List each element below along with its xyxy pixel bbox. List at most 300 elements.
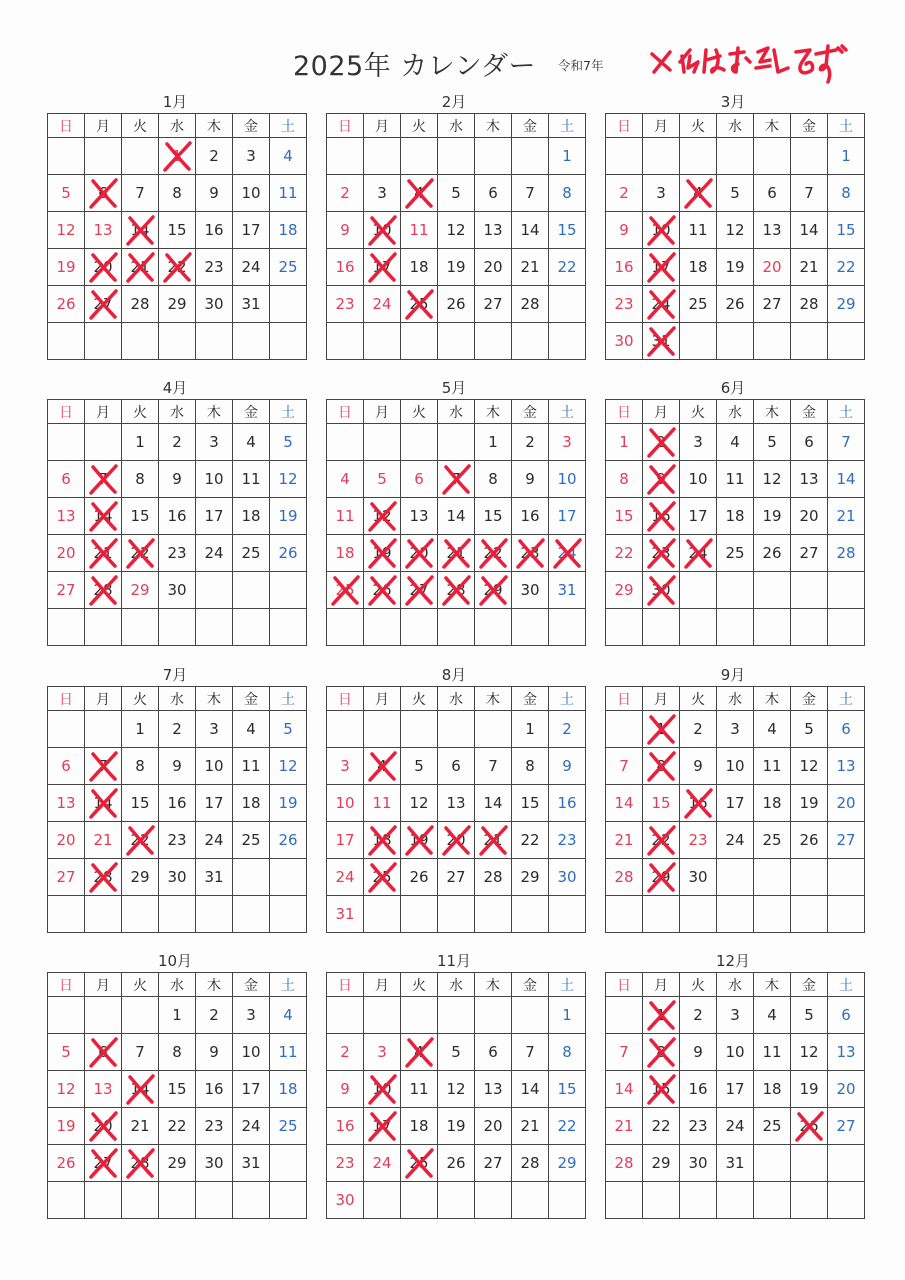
day-cell bbox=[48, 997, 85, 1034]
day-cell bbox=[512, 572, 549, 609]
day-cell bbox=[475, 896, 512, 933]
day-number: 9 bbox=[693, 757, 703, 775]
day-cell bbox=[233, 1034, 270, 1071]
weekday-header: 水 bbox=[159, 973, 196, 997]
day-cell bbox=[85, 997, 122, 1034]
week-row bbox=[327, 1182, 586, 1219]
day-cell bbox=[791, 748, 828, 785]
day-number: 18 bbox=[335, 544, 355, 562]
day-cell bbox=[327, 498, 364, 535]
day-number: 7 bbox=[451, 470, 461, 488]
day-cell bbox=[364, 896, 401, 933]
week-row bbox=[48, 572, 307, 609]
day-cell bbox=[48, 859, 85, 896]
day-cell bbox=[438, 212, 475, 249]
week-row bbox=[327, 1071, 586, 1108]
day-number: 1 bbox=[619, 433, 629, 451]
day-cell bbox=[233, 535, 270, 572]
day-cell bbox=[364, 424, 401, 461]
day-cell bbox=[122, 249, 159, 286]
day-cell bbox=[717, 748, 754, 785]
day-cell bbox=[475, 1182, 512, 1219]
day-cell bbox=[48, 249, 85, 286]
day-number: 22 bbox=[520, 831, 540, 849]
day-cell bbox=[606, 896, 643, 933]
day-cell bbox=[438, 572, 475, 609]
day-number: 6 bbox=[488, 184, 498, 202]
day-number: 14 bbox=[520, 1080, 540, 1098]
day-cell bbox=[364, 535, 401, 572]
weekday-header: 日 bbox=[606, 114, 643, 138]
month-title: 12月 bbox=[715, 952, 751, 970]
day-number: 17 bbox=[204, 794, 224, 812]
weekday-header: 木 bbox=[754, 400, 791, 424]
day-cell bbox=[327, 424, 364, 461]
day-number: 9 bbox=[656, 470, 666, 488]
day-cell bbox=[327, 1108, 364, 1145]
day-cell bbox=[159, 572, 196, 609]
day-cell bbox=[438, 1108, 475, 1145]
day-cell bbox=[48, 1108, 85, 1145]
day-number: 24 bbox=[204, 831, 224, 849]
day-cell bbox=[401, 1071, 438, 1108]
day-cell bbox=[122, 859, 159, 896]
weekday-header: 月 bbox=[85, 114, 122, 138]
day-number: 6 bbox=[98, 1043, 108, 1061]
day-cell bbox=[606, 822, 643, 859]
day-cell bbox=[549, 785, 586, 822]
day-cell bbox=[512, 748, 549, 785]
handwritten-note bbox=[646, 38, 851, 98]
day-cell bbox=[122, 997, 159, 1034]
day-cell bbox=[680, 498, 717, 535]
day-cell bbox=[233, 461, 270, 498]
day-cell bbox=[791, 535, 828, 572]
day-cell bbox=[196, 1034, 233, 1071]
day-cell bbox=[828, 1071, 865, 1108]
day-cell bbox=[196, 535, 233, 572]
day-cell bbox=[233, 175, 270, 212]
day-number: 6 bbox=[804, 433, 814, 451]
day-cell bbox=[717, 212, 754, 249]
day-number: 3 bbox=[246, 147, 256, 165]
day-number: 18 bbox=[241, 507, 261, 525]
day-number: 7 bbox=[525, 1043, 535, 1061]
day-cell bbox=[828, 997, 865, 1034]
day-cell bbox=[791, 286, 828, 323]
day-cell bbox=[327, 138, 364, 175]
day-cell bbox=[48, 1071, 85, 1108]
day-cell bbox=[680, 138, 717, 175]
day-cell bbox=[327, 1034, 364, 1071]
day-cell bbox=[549, 323, 586, 360]
day-number: 26 bbox=[278, 544, 298, 562]
day-number: 26 bbox=[56, 295, 76, 313]
day-cell bbox=[122, 1182, 159, 1219]
day-number: 2 bbox=[693, 1006, 703, 1024]
day-cell bbox=[401, 609, 438, 646]
day-cell bbox=[643, 461, 680, 498]
day-number: 7 bbox=[98, 757, 108, 775]
day-number: 4 bbox=[377, 757, 387, 775]
day-number: 20 bbox=[93, 1117, 113, 1135]
day-cell bbox=[791, 249, 828, 286]
day-number: 18 bbox=[278, 1080, 298, 1098]
day-number: 13 bbox=[56, 507, 76, 525]
day-number: 21 bbox=[130, 1117, 150, 1135]
day-number: 10 bbox=[204, 757, 224, 775]
day-number: 9 bbox=[209, 184, 219, 202]
day-number: 29 bbox=[557, 1154, 577, 1172]
day-cell bbox=[828, 535, 865, 572]
weekday-header: 土 bbox=[549, 687, 586, 711]
day-cell bbox=[643, 609, 680, 646]
day-number: 3 bbox=[340, 757, 350, 775]
day-number: 16 bbox=[614, 258, 634, 276]
day-number: 4 bbox=[414, 1043, 424, 1061]
day-number: 18 bbox=[372, 831, 392, 849]
week-row bbox=[327, 249, 586, 286]
day-cell bbox=[606, 498, 643, 535]
day-number: 5 bbox=[283, 433, 293, 451]
day-cell bbox=[85, 461, 122, 498]
weekday-header: 土 bbox=[828, 687, 865, 711]
day-cell bbox=[438, 859, 475, 896]
day-cell bbox=[717, 609, 754, 646]
day-number: 30 bbox=[557, 868, 577, 886]
month-title: 8月 bbox=[441, 666, 467, 684]
day-cell bbox=[475, 859, 512, 896]
day-number: 30 bbox=[688, 1154, 708, 1172]
week-row bbox=[606, 535, 865, 572]
day-number: 25 bbox=[335, 581, 355, 599]
day-cell bbox=[791, 572, 828, 609]
month-calendar bbox=[326, 93, 582, 360]
day-cell bbox=[549, 461, 586, 498]
day-cell bbox=[159, 822, 196, 859]
day-number: 3 bbox=[209, 433, 219, 451]
day-cell bbox=[48, 1145, 85, 1182]
day-cell bbox=[754, 748, 791, 785]
week-row bbox=[48, 1145, 307, 1182]
day-cell bbox=[196, 498, 233, 535]
day-cell bbox=[512, 1182, 549, 1219]
month-calendar bbox=[47, 93, 303, 360]
day-number: 23 bbox=[335, 1154, 355, 1172]
weekday-header: 日 bbox=[48, 114, 85, 138]
day-cell bbox=[122, 138, 159, 175]
day-cell bbox=[48, 572, 85, 609]
day-number: 5 bbox=[804, 720, 814, 738]
day-cell bbox=[512, 138, 549, 175]
day-number: 28 bbox=[446, 581, 466, 599]
day-cell bbox=[233, 748, 270, 785]
day-number: 29 bbox=[520, 868, 540, 886]
month-grid bbox=[326, 686, 586, 933]
day-cell bbox=[643, 424, 680, 461]
day-number: 11 bbox=[762, 757, 782, 775]
week-row bbox=[327, 785, 586, 822]
day-number: 14 bbox=[483, 794, 503, 812]
weekday-header: 火 bbox=[401, 114, 438, 138]
day-number: 2 bbox=[525, 433, 535, 451]
day-number: 13 bbox=[93, 221, 113, 239]
weekday-header: 木 bbox=[754, 973, 791, 997]
day-number: 30 bbox=[167, 581, 187, 599]
day-cell bbox=[606, 711, 643, 748]
day-number: 1 bbox=[488, 433, 498, 451]
day-cell bbox=[791, 1034, 828, 1071]
day-number: 13 bbox=[836, 1043, 856, 1061]
day-cell bbox=[606, 1071, 643, 1108]
day-cell bbox=[754, 138, 791, 175]
day-number: 9 bbox=[619, 221, 629, 239]
day-cell bbox=[475, 711, 512, 748]
weekday-header: 金 bbox=[512, 973, 549, 997]
week-row bbox=[48, 138, 307, 175]
weekday-header: 月 bbox=[85, 687, 122, 711]
month-title: 7月 bbox=[162, 666, 188, 684]
day-cell bbox=[512, 1034, 549, 1071]
day-cell bbox=[754, 175, 791, 212]
day-cell bbox=[270, 785, 307, 822]
day-cell bbox=[438, 748, 475, 785]
day-number: 14 bbox=[614, 1080, 634, 1098]
month-calendar bbox=[326, 379, 582, 646]
day-number: 8 bbox=[525, 757, 535, 775]
day-number: 24 bbox=[335, 868, 355, 886]
weekday-header: 月 bbox=[364, 114, 401, 138]
day-cell bbox=[401, 711, 438, 748]
month-calendar bbox=[326, 666, 582, 933]
day-cell bbox=[512, 498, 549, 535]
day-cell bbox=[438, 711, 475, 748]
weekday-header: 火 bbox=[401, 687, 438, 711]
month-calendar bbox=[47, 666, 303, 933]
day-cell bbox=[828, 711, 865, 748]
day-cell bbox=[327, 175, 364, 212]
week-row bbox=[606, 1034, 865, 1071]
day-cell bbox=[122, 1071, 159, 1108]
day-cell bbox=[680, 859, 717, 896]
weekday-header-row bbox=[606, 973, 865, 997]
day-number: 28 bbox=[93, 868, 113, 886]
day-number: 9 bbox=[172, 470, 182, 488]
weekday-header: 水 bbox=[438, 687, 475, 711]
day-cell bbox=[754, 711, 791, 748]
day-cell bbox=[48, 896, 85, 933]
day-cell bbox=[791, 424, 828, 461]
day-number: 16 bbox=[335, 258, 355, 276]
day-cell bbox=[364, 997, 401, 1034]
weekday-header: 土 bbox=[549, 400, 586, 424]
day-number: 19 bbox=[409, 831, 429, 849]
weekday-header: 木 bbox=[196, 114, 233, 138]
day-cell bbox=[401, 323, 438, 360]
day-cell bbox=[549, 1108, 586, 1145]
day-cell bbox=[85, 424, 122, 461]
weekday-header: 木 bbox=[196, 687, 233, 711]
day-cell bbox=[364, 175, 401, 212]
day-cell bbox=[196, 286, 233, 323]
day-cell bbox=[680, 286, 717, 323]
day-number: 17 bbox=[725, 1080, 745, 1098]
day-cell bbox=[512, 212, 549, 249]
day-cell bbox=[717, 461, 754, 498]
day-cell bbox=[643, 711, 680, 748]
day-cell bbox=[717, 896, 754, 933]
week-row bbox=[48, 249, 307, 286]
day-cell bbox=[680, 1034, 717, 1071]
day-number: 27 bbox=[446, 868, 466, 886]
day-cell bbox=[233, 323, 270, 360]
day-number: 1 bbox=[135, 433, 145, 451]
day-number: 8 bbox=[562, 184, 572, 202]
day-number: 19 bbox=[56, 1117, 76, 1135]
day-number: 6 bbox=[841, 1006, 851, 1024]
weekday-header-row bbox=[327, 114, 586, 138]
day-cell bbox=[606, 997, 643, 1034]
day-cell bbox=[327, 286, 364, 323]
day-number: 24 bbox=[651, 295, 671, 313]
day-number: 5 bbox=[767, 433, 777, 451]
day-number: 15 bbox=[557, 221, 577, 239]
day-number: 11 bbox=[278, 1043, 298, 1061]
day-number: 7 bbox=[488, 757, 498, 775]
day-number: 10 bbox=[204, 470, 224, 488]
day-cell bbox=[364, 138, 401, 175]
day-cell bbox=[549, 822, 586, 859]
calendar-title: 2025年 カレンダー bbox=[293, 51, 537, 82]
day-number: 15 bbox=[167, 221, 187, 239]
weekday-header: 水 bbox=[717, 114, 754, 138]
day-cell bbox=[606, 461, 643, 498]
day-number: 2 bbox=[209, 1006, 219, 1024]
day-number: 31 bbox=[335, 905, 355, 923]
day-cell bbox=[327, 997, 364, 1034]
day-cell bbox=[122, 711, 159, 748]
day-number: 20 bbox=[446, 831, 466, 849]
day-number: 7 bbox=[619, 1043, 629, 1061]
weekday-header: 金 bbox=[233, 114, 270, 138]
day-number: 26 bbox=[56, 1154, 76, 1172]
day-number: 17 bbox=[372, 1117, 392, 1135]
day-cell bbox=[122, 175, 159, 212]
day-cell bbox=[327, 535, 364, 572]
day-cell bbox=[512, 461, 549, 498]
day-number: 2 bbox=[619, 184, 629, 202]
day-cell bbox=[85, 785, 122, 822]
day-cell bbox=[122, 424, 159, 461]
day-cell bbox=[270, 461, 307, 498]
month-grid bbox=[605, 972, 865, 1219]
day-cell bbox=[85, 1145, 122, 1182]
day-cell bbox=[717, 1034, 754, 1071]
day-cell bbox=[401, 175, 438, 212]
day-number: 12 bbox=[762, 470, 782, 488]
day-number: 4 bbox=[340, 470, 350, 488]
day-number: 8 bbox=[135, 470, 145, 488]
day-cell bbox=[643, 1145, 680, 1182]
day-cell bbox=[754, 822, 791, 859]
day-cell bbox=[791, 323, 828, 360]
day-number: 26 bbox=[725, 295, 745, 313]
day-cell bbox=[549, 1034, 586, 1071]
day-cell bbox=[401, 822, 438, 859]
week-row bbox=[48, 896, 307, 933]
day-cell bbox=[327, 249, 364, 286]
day-cell bbox=[196, 1071, 233, 1108]
day-cell bbox=[364, 1034, 401, 1071]
day-cell bbox=[680, 175, 717, 212]
day-number: 6 bbox=[98, 184, 108, 202]
weekday-header: 日 bbox=[48, 687, 85, 711]
day-number: 11 bbox=[688, 221, 708, 239]
day-number: 23 bbox=[167, 544, 187, 562]
day-cell bbox=[754, 535, 791, 572]
weekday-header: 日 bbox=[606, 400, 643, 424]
day-number: 12 bbox=[446, 221, 466, 239]
day-cell bbox=[680, 323, 717, 360]
day-cell bbox=[754, 1071, 791, 1108]
weekday-header: 水 bbox=[438, 114, 475, 138]
day-cell bbox=[643, 498, 680, 535]
day-cell bbox=[233, 859, 270, 896]
month-title: 3月 bbox=[720, 93, 746, 111]
day-cell bbox=[512, 896, 549, 933]
day-number: 28 bbox=[799, 295, 819, 313]
day-number: 26 bbox=[446, 1154, 466, 1172]
day-cell bbox=[717, 498, 754, 535]
day-cell bbox=[717, 323, 754, 360]
day-number: 22 bbox=[557, 1117, 577, 1135]
day-cell bbox=[85, 249, 122, 286]
day-cell bbox=[680, 424, 717, 461]
day-number: 9 bbox=[562, 757, 572, 775]
day-cell bbox=[438, 249, 475, 286]
day-number: 28 bbox=[130, 1154, 150, 1172]
week-row bbox=[606, 212, 865, 249]
weekday-header: 木 bbox=[196, 400, 233, 424]
day-number: 23 bbox=[335, 295, 355, 313]
day-number: 26 bbox=[799, 1117, 819, 1135]
day-number: 30 bbox=[204, 1154, 224, 1172]
day-cell bbox=[828, 286, 865, 323]
day-cell bbox=[828, 896, 865, 933]
day-number: 24 bbox=[725, 1117, 745, 1135]
day-cell bbox=[270, 711, 307, 748]
day-cell bbox=[270, 286, 307, 323]
day-number: 7 bbox=[135, 184, 145, 202]
day-cell bbox=[828, 609, 865, 646]
day-cell bbox=[159, 609, 196, 646]
day-cell bbox=[401, 249, 438, 286]
day-number: 22 bbox=[167, 1117, 187, 1135]
day-number: 13 bbox=[762, 221, 782, 239]
day-cell bbox=[606, 748, 643, 785]
day-number: 1 bbox=[172, 147, 182, 165]
day-number: 20 bbox=[762, 258, 782, 276]
month-calendar bbox=[605, 379, 861, 646]
day-number: 17 bbox=[241, 1080, 261, 1098]
day-number: 14 bbox=[93, 794, 113, 812]
day-cell bbox=[196, 249, 233, 286]
day-number: 6 bbox=[414, 470, 424, 488]
day-cell bbox=[643, 323, 680, 360]
day-cell bbox=[233, 1108, 270, 1145]
weekday-header: 水 bbox=[717, 687, 754, 711]
day-number: 13 bbox=[446, 794, 466, 812]
